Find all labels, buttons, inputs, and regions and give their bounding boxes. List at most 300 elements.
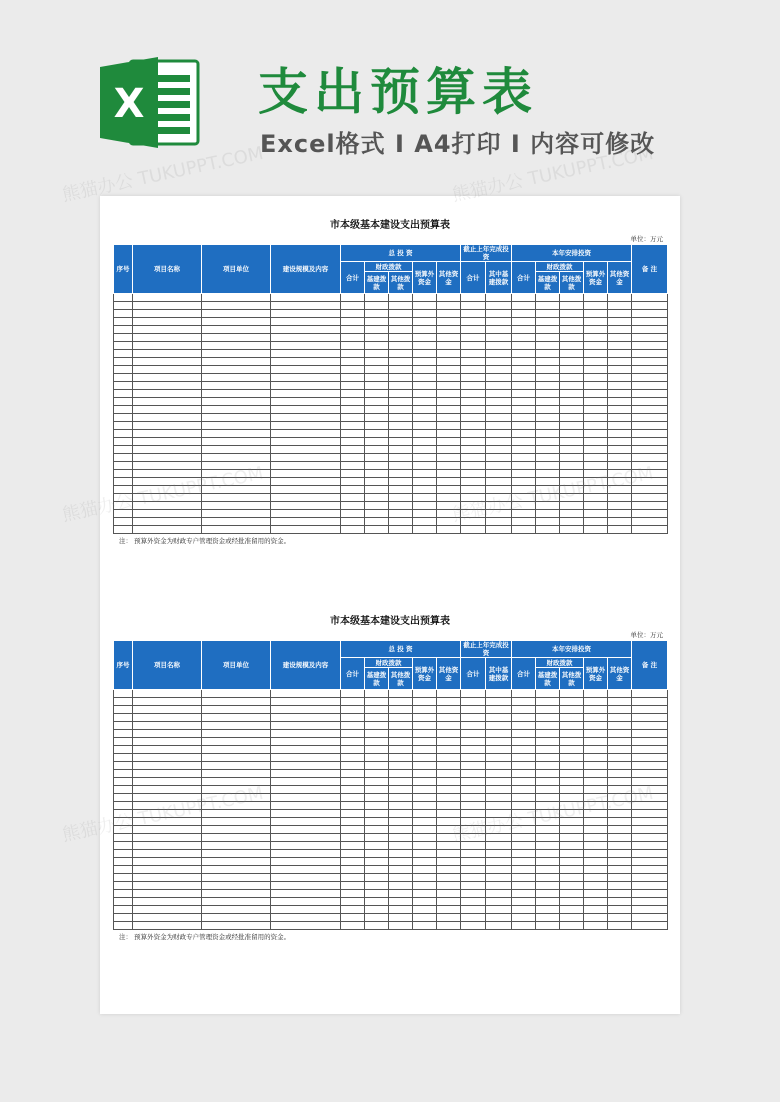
table-cell[interactable] bbox=[271, 430, 341, 438]
table-cell[interactable] bbox=[365, 778, 389, 786]
table-cell[interactable] bbox=[486, 414, 512, 422]
table-cell[interactable] bbox=[461, 914, 486, 922]
table-cell[interactable] bbox=[437, 866, 461, 874]
table-cell[interactable] bbox=[341, 358, 365, 366]
table-cell[interactable] bbox=[461, 690, 486, 698]
table-cell[interactable] bbox=[341, 698, 365, 706]
table-cell[interactable] bbox=[437, 858, 461, 866]
table-cell[interactable] bbox=[437, 430, 461, 438]
table-cell[interactable] bbox=[365, 390, 389, 398]
table-cell[interactable] bbox=[202, 762, 271, 770]
table-cell[interactable] bbox=[608, 746, 632, 754]
table-cell[interactable] bbox=[632, 302, 668, 310]
table-cell[interactable] bbox=[133, 438, 202, 446]
table-cell[interactable] bbox=[389, 350, 413, 358]
table-cell[interactable] bbox=[536, 294, 560, 302]
table-cell[interactable] bbox=[461, 486, 486, 494]
table-cell[interactable] bbox=[437, 470, 461, 478]
table-cell[interactable] bbox=[486, 294, 512, 302]
table-cell[interactable] bbox=[413, 502, 437, 510]
table-cell[interactable] bbox=[389, 874, 413, 882]
table-cell[interactable] bbox=[133, 510, 202, 518]
table-cell[interactable] bbox=[365, 510, 389, 518]
table-cell[interactable] bbox=[632, 318, 668, 326]
table-cell[interactable] bbox=[202, 802, 271, 810]
table-cell[interactable] bbox=[437, 374, 461, 382]
table-cell[interactable] bbox=[632, 754, 668, 762]
table-cell[interactable] bbox=[389, 310, 413, 318]
table-cell[interactable] bbox=[632, 310, 668, 318]
table-cell[interactable] bbox=[512, 310, 536, 318]
table-cell[interactable] bbox=[202, 754, 271, 762]
table-cell[interactable] bbox=[413, 706, 437, 714]
table-cell[interactable] bbox=[271, 334, 341, 342]
table-cell[interactable] bbox=[114, 462, 133, 470]
table-cell[interactable] bbox=[341, 334, 365, 342]
table-cell[interactable] bbox=[536, 802, 560, 810]
table-cell[interactable] bbox=[560, 486, 584, 494]
table-cell[interactable] bbox=[341, 366, 365, 374]
table-cell[interactable] bbox=[437, 882, 461, 890]
table-cell[interactable] bbox=[512, 398, 536, 406]
table-cell[interactable] bbox=[584, 698, 608, 706]
table-cell[interactable] bbox=[437, 746, 461, 754]
table-cell[interactable] bbox=[365, 526, 389, 534]
table-cell[interactable] bbox=[632, 826, 668, 834]
table-cell[interactable] bbox=[389, 818, 413, 826]
table-cell[interactable] bbox=[632, 438, 668, 446]
table-cell[interactable] bbox=[608, 326, 632, 334]
table-cell[interactable] bbox=[389, 518, 413, 526]
table-cell[interactable] bbox=[271, 302, 341, 310]
table-cell[interactable] bbox=[608, 826, 632, 834]
table-cell[interactable] bbox=[133, 486, 202, 494]
table-cell[interactable] bbox=[202, 446, 271, 454]
table-cell[interactable] bbox=[437, 906, 461, 914]
table-cell[interactable] bbox=[202, 470, 271, 478]
table-cell[interactable] bbox=[389, 802, 413, 810]
table-cell[interactable] bbox=[133, 746, 202, 754]
table-cell[interactable] bbox=[202, 510, 271, 518]
table-cell[interactable] bbox=[133, 890, 202, 898]
table-cell[interactable] bbox=[536, 714, 560, 722]
table-cell[interactable] bbox=[341, 770, 365, 778]
table-cell[interactable] bbox=[560, 342, 584, 350]
table-cell[interactable] bbox=[536, 842, 560, 850]
table-cell[interactable] bbox=[437, 318, 461, 326]
table-cell[interactable] bbox=[271, 698, 341, 706]
table-cell[interactable] bbox=[133, 326, 202, 334]
table-cell[interactable] bbox=[389, 486, 413, 494]
table-cell[interactable] bbox=[536, 318, 560, 326]
table-cell[interactable] bbox=[560, 826, 584, 834]
table-cell[interactable] bbox=[365, 842, 389, 850]
table-cell[interactable] bbox=[536, 454, 560, 462]
table-cell[interactable] bbox=[133, 730, 202, 738]
table-cell[interactable] bbox=[584, 342, 608, 350]
table-cell[interactable] bbox=[608, 398, 632, 406]
table-cell[interactable] bbox=[202, 414, 271, 422]
table-cell[interactable] bbox=[584, 714, 608, 722]
table-cell[interactable] bbox=[536, 310, 560, 318]
table-cell[interactable] bbox=[512, 834, 536, 842]
table-cell[interactable] bbox=[608, 478, 632, 486]
table-cell[interactable] bbox=[133, 722, 202, 730]
table-cell[interactable] bbox=[413, 906, 437, 914]
table-cell[interactable] bbox=[632, 366, 668, 374]
table-cell[interactable] bbox=[202, 334, 271, 342]
table-cell[interactable] bbox=[413, 850, 437, 858]
table-cell[interactable] bbox=[271, 462, 341, 470]
table-cell[interactable] bbox=[584, 754, 608, 762]
table-cell[interactable] bbox=[608, 914, 632, 922]
table-cell[interactable] bbox=[560, 834, 584, 842]
table-cell[interactable] bbox=[365, 754, 389, 762]
table-cell[interactable] bbox=[413, 882, 437, 890]
table-cell[interactable] bbox=[114, 438, 133, 446]
table-cell[interactable] bbox=[461, 406, 486, 414]
table-cell[interactable] bbox=[271, 906, 341, 914]
table-cell[interactable] bbox=[271, 350, 341, 358]
table-cell[interactable] bbox=[114, 302, 133, 310]
table-cell[interactable] bbox=[632, 746, 668, 754]
table-cell[interactable] bbox=[632, 462, 668, 470]
table-cell[interactable] bbox=[413, 754, 437, 762]
table-cell[interactable] bbox=[632, 714, 668, 722]
table-cell[interactable] bbox=[536, 398, 560, 406]
table-cell[interactable] bbox=[365, 438, 389, 446]
table-cell[interactable] bbox=[365, 794, 389, 802]
table-cell[interactable] bbox=[341, 406, 365, 414]
table-cell[interactable] bbox=[271, 342, 341, 350]
table-cell[interactable] bbox=[413, 730, 437, 738]
table-cell[interactable] bbox=[413, 382, 437, 390]
table-cell[interactable] bbox=[437, 518, 461, 526]
table-cell[interactable] bbox=[512, 906, 536, 914]
table-cell[interactable] bbox=[536, 730, 560, 738]
table-cell[interactable] bbox=[413, 738, 437, 746]
table-cell[interactable] bbox=[584, 486, 608, 494]
table-cell[interactable] bbox=[512, 882, 536, 890]
table-cell[interactable] bbox=[632, 866, 668, 874]
table-cell[interactable] bbox=[560, 438, 584, 446]
table-cell[interactable] bbox=[202, 454, 271, 462]
table-cell[interactable] bbox=[271, 518, 341, 526]
table-cell[interactable] bbox=[437, 802, 461, 810]
table-cell[interactable] bbox=[560, 502, 584, 510]
table-cell[interactable] bbox=[560, 326, 584, 334]
table-cell[interactable] bbox=[461, 794, 486, 802]
table-cell[interactable] bbox=[584, 334, 608, 342]
table-cell[interactable] bbox=[413, 454, 437, 462]
table-cell[interactable] bbox=[486, 794, 512, 802]
table-cell[interactable] bbox=[486, 802, 512, 810]
table-cell[interactable] bbox=[608, 414, 632, 422]
table-cell[interactable] bbox=[341, 890, 365, 898]
table-cell[interactable] bbox=[486, 898, 512, 906]
table-cell[interactable] bbox=[114, 842, 133, 850]
table-cell[interactable] bbox=[584, 690, 608, 698]
table-cell[interactable] bbox=[341, 690, 365, 698]
table-cell[interactable] bbox=[486, 818, 512, 826]
table-cell[interactable] bbox=[584, 778, 608, 786]
table-cell[interactable] bbox=[461, 818, 486, 826]
table-cell[interactable] bbox=[486, 374, 512, 382]
table-cell[interactable] bbox=[133, 478, 202, 486]
table-cell[interactable] bbox=[461, 310, 486, 318]
table-cell[interactable] bbox=[114, 778, 133, 786]
table-cell[interactable] bbox=[632, 906, 668, 914]
table-cell[interactable] bbox=[365, 518, 389, 526]
table-cell[interactable] bbox=[413, 746, 437, 754]
table-cell[interactable] bbox=[632, 526, 668, 534]
table-cell[interactable] bbox=[365, 786, 389, 794]
table-cell[interactable] bbox=[271, 898, 341, 906]
table-cell[interactable] bbox=[486, 698, 512, 706]
table-cell[interactable] bbox=[486, 762, 512, 770]
table-cell[interactable] bbox=[341, 850, 365, 858]
table-cell[interactable] bbox=[437, 478, 461, 486]
table-cell[interactable] bbox=[608, 706, 632, 714]
table-cell[interactable] bbox=[389, 462, 413, 470]
table-cell[interactable] bbox=[512, 326, 536, 334]
table-cell[interactable] bbox=[437, 730, 461, 738]
table-cell[interactable] bbox=[632, 922, 668, 930]
table-cell[interactable] bbox=[560, 478, 584, 486]
table-cell[interactable] bbox=[486, 738, 512, 746]
table-cell[interactable] bbox=[202, 374, 271, 382]
table-cell[interactable] bbox=[202, 342, 271, 350]
table-cell[interactable] bbox=[608, 842, 632, 850]
table-cell[interactable] bbox=[271, 914, 341, 922]
table-cell[interactable] bbox=[271, 446, 341, 454]
table-cell[interactable] bbox=[461, 714, 486, 722]
table-cell[interactable] bbox=[202, 422, 271, 430]
table-cell[interactable] bbox=[608, 510, 632, 518]
table-cell[interactable] bbox=[608, 446, 632, 454]
table-cell[interactable] bbox=[486, 462, 512, 470]
table-cell[interactable] bbox=[389, 898, 413, 906]
table-cell[interactable] bbox=[461, 730, 486, 738]
table-cell[interactable] bbox=[584, 850, 608, 858]
table-cell[interactable] bbox=[365, 334, 389, 342]
table-cell[interactable] bbox=[202, 494, 271, 502]
table-cell[interactable] bbox=[202, 850, 271, 858]
table-cell[interactable] bbox=[341, 342, 365, 350]
table-cell[interactable] bbox=[341, 430, 365, 438]
table-cell[interactable] bbox=[486, 334, 512, 342]
table-cell[interactable] bbox=[608, 454, 632, 462]
table-cell[interactable] bbox=[486, 730, 512, 738]
table-cell[interactable] bbox=[608, 310, 632, 318]
table-cell[interactable] bbox=[584, 518, 608, 526]
table-cell[interactable] bbox=[271, 398, 341, 406]
table-cell[interactable] bbox=[632, 454, 668, 462]
table-cell[interactable] bbox=[114, 754, 133, 762]
table-cell[interactable] bbox=[608, 366, 632, 374]
table-cell[interactable] bbox=[202, 430, 271, 438]
table-cell[interactable] bbox=[560, 510, 584, 518]
table-cell[interactable] bbox=[584, 762, 608, 770]
table-cell[interactable] bbox=[133, 310, 202, 318]
table-cell[interactable] bbox=[560, 722, 584, 730]
table-cell[interactable] bbox=[365, 770, 389, 778]
table-cell[interactable] bbox=[114, 834, 133, 842]
table-cell[interactable] bbox=[341, 922, 365, 930]
table-cell[interactable] bbox=[341, 294, 365, 302]
table-cell[interactable] bbox=[365, 698, 389, 706]
table-cell[interactable] bbox=[341, 494, 365, 502]
table-cell[interactable] bbox=[114, 866, 133, 874]
table-cell[interactable] bbox=[202, 302, 271, 310]
table-cell[interactable] bbox=[461, 754, 486, 762]
table-cell[interactable] bbox=[560, 446, 584, 454]
table-cell[interactable] bbox=[202, 294, 271, 302]
table-cell[interactable] bbox=[536, 778, 560, 786]
table-cell[interactable] bbox=[341, 714, 365, 722]
table-cell[interactable] bbox=[632, 398, 668, 406]
table-cell[interactable] bbox=[560, 690, 584, 698]
table-cell[interactable] bbox=[461, 906, 486, 914]
table-cell[interactable] bbox=[271, 382, 341, 390]
table-cell[interactable] bbox=[512, 794, 536, 802]
table-cell[interactable] bbox=[584, 722, 608, 730]
table-cell[interactable] bbox=[486, 906, 512, 914]
table-cell[interactable] bbox=[461, 786, 486, 794]
table-cell[interactable] bbox=[389, 382, 413, 390]
table-cell[interactable] bbox=[271, 826, 341, 834]
table-cell[interactable] bbox=[133, 390, 202, 398]
table-cell[interactable] bbox=[584, 842, 608, 850]
table-cell[interactable] bbox=[584, 866, 608, 874]
table-cell[interactable] bbox=[560, 818, 584, 826]
table-cell[interactable] bbox=[560, 858, 584, 866]
table-cell[interactable] bbox=[133, 422, 202, 430]
table-cell[interactable] bbox=[437, 786, 461, 794]
table-cell[interactable] bbox=[608, 722, 632, 730]
table-cell[interactable] bbox=[389, 922, 413, 930]
table-cell[interactable] bbox=[437, 486, 461, 494]
table-cell[interactable] bbox=[133, 470, 202, 478]
table-cell[interactable] bbox=[512, 446, 536, 454]
table-cell[interactable] bbox=[133, 414, 202, 422]
table-cell[interactable] bbox=[271, 326, 341, 334]
table-cell[interactable] bbox=[133, 502, 202, 510]
table-cell[interactable] bbox=[584, 446, 608, 454]
table-cell[interactable] bbox=[608, 754, 632, 762]
table-cell[interactable] bbox=[389, 890, 413, 898]
table-cell[interactable] bbox=[341, 462, 365, 470]
table-cell[interactable] bbox=[608, 802, 632, 810]
table-cell[interactable] bbox=[461, 334, 486, 342]
table-cell[interactable] bbox=[202, 914, 271, 922]
table-cell[interactable] bbox=[536, 502, 560, 510]
table-cell[interactable] bbox=[389, 326, 413, 334]
table-cell[interactable] bbox=[413, 762, 437, 770]
table-cell[interactable] bbox=[461, 454, 486, 462]
table-cell[interactable] bbox=[486, 874, 512, 882]
table-cell[interactable] bbox=[133, 334, 202, 342]
table-cell[interactable] bbox=[341, 302, 365, 310]
table-cell[interactable] bbox=[512, 510, 536, 518]
table-cell[interactable] bbox=[202, 438, 271, 446]
table-cell[interactable] bbox=[486, 518, 512, 526]
table-cell[interactable] bbox=[461, 770, 486, 778]
table-cell[interactable] bbox=[114, 382, 133, 390]
table-cell[interactable] bbox=[536, 690, 560, 698]
table-cell[interactable] bbox=[114, 698, 133, 706]
table-cell[interactable] bbox=[560, 802, 584, 810]
table-cell[interactable] bbox=[536, 738, 560, 746]
table-cell[interactable] bbox=[486, 722, 512, 730]
table-cell[interactable] bbox=[389, 730, 413, 738]
table-cell[interactable] bbox=[271, 802, 341, 810]
table-cell[interactable] bbox=[560, 730, 584, 738]
table-cell[interactable] bbox=[114, 470, 133, 478]
table-cell[interactable] bbox=[413, 510, 437, 518]
table-cell[interactable] bbox=[365, 706, 389, 714]
table-cell[interactable] bbox=[133, 406, 202, 414]
table-cell[interactable] bbox=[413, 842, 437, 850]
table-cell[interactable] bbox=[632, 358, 668, 366]
table-cell[interactable] bbox=[437, 422, 461, 430]
table-cell[interactable] bbox=[365, 858, 389, 866]
table-cell[interactable] bbox=[114, 430, 133, 438]
table-cell[interactable] bbox=[133, 698, 202, 706]
table-cell[interactable] bbox=[584, 906, 608, 914]
table-cell[interactable] bbox=[133, 842, 202, 850]
table-cell[interactable] bbox=[389, 302, 413, 310]
table-cell[interactable] bbox=[584, 810, 608, 818]
table-cell[interactable] bbox=[389, 690, 413, 698]
table-cell[interactable] bbox=[461, 318, 486, 326]
table-cell[interactable] bbox=[560, 374, 584, 382]
table-cell[interactable] bbox=[202, 478, 271, 486]
table-cell[interactable] bbox=[584, 438, 608, 446]
table-cell[interactable] bbox=[584, 478, 608, 486]
table-cell[interactable] bbox=[461, 390, 486, 398]
table-cell[interactable] bbox=[584, 794, 608, 802]
table-cell[interactable] bbox=[512, 422, 536, 430]
table-cell[interactable] bbox=[512, 914, 536, 922]
table-cell[interactable] bbox=[341, 414, 365, 422]
table-cell[interactable] bbox=[413, 778, 437, 786]
table-cell[interactable] bbox=[365, 478, 389, 486]
table-cell[interactable] bbox=[512, 826, 536, 834]
table-cell[interactable] bbox=[512, 706, 536, 714]
table-cell[interactable] bbox=[389, 794, 413, 802]
table-cell[interactable] bbox=[389, 334, 413, 342]
table-cell[interactable] bbox=[560, 470, 584, 478]
table-cell[interactable] bbox=[114, 874, 133, 882]
table-cell[interactable] bbox=[461, 778, 486, 786]
table-cell[interactable] bbox=[536, 890, 560, 898]
table-cell[interactable] bbox=[437, 366, 461, 374]
table-cell[interactable] bbox=[437, 382, 461, 390]
table-cell[interactable] bbox=[486, 858, 512, 866]
table-cell[interactable] bbox=[202, 810, 271, 818]
table-cell[interactable] bbox=[389, 342, 413, 350]
table-cell[interactable] bbox=[486, 430, 512, 438]
table-cell[interactable] bbox=[584, 366, 608, 374]
table-cell[interactable] bbox=[486, 326, 512, 334]
table-cell[interactable] bbox=[486, 310, 512, 318]
table-cell[interactable] bbox=[437, 494, 461, 502]
table-cell[interactable] bbox=[114, 770, 133, 778]
table-cell[interactable] bbox=[486, 494, 512, 502]
table-cell[interactable] bbox=[365, 850, 389, 858]
table-cell[interactable] bbox=[461, 326, 486, 334]
